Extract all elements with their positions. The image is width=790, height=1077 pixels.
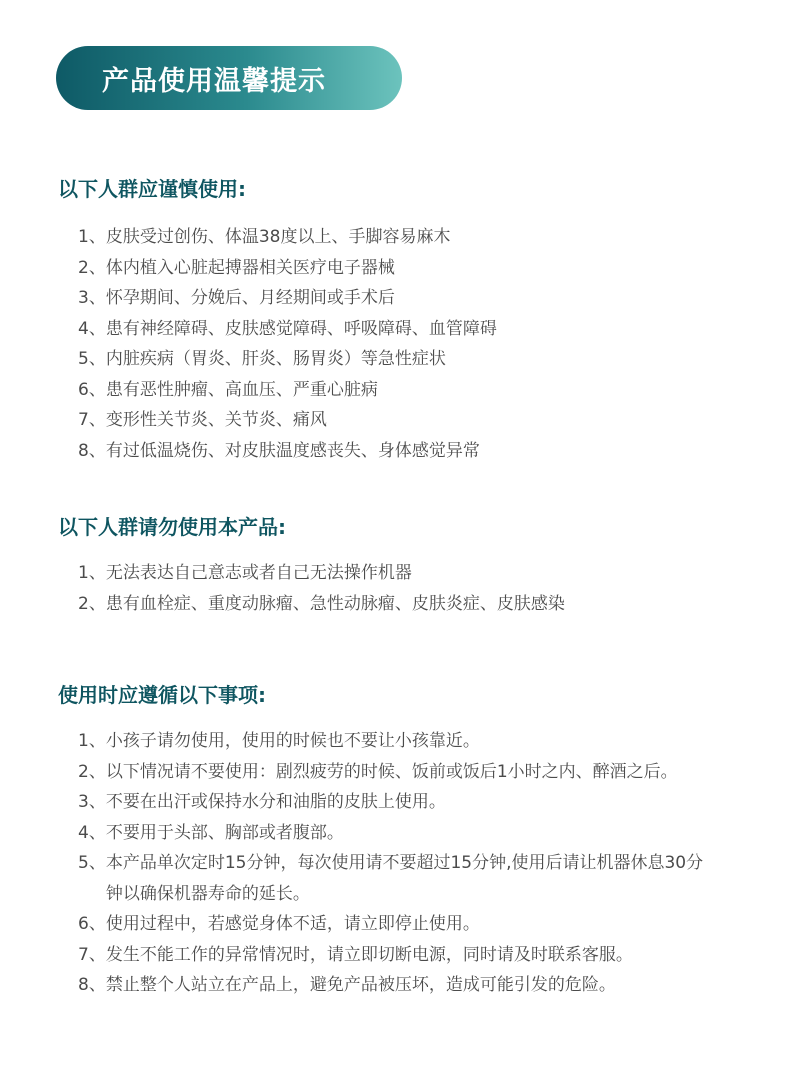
- item-number: 1、: [78, 563, 106, 583]
- list-item: [58, 344, 758, 375]
- banner-title: 产品使用温馨提示: [102, 65, 326, 97]
- list-item: [58, 787, 758, 818]
- list-item: [58, 558, 758, 589]
- item-number: 5、: [78, 349, 106, 369]
- item-number: 4、: [78, 822, 106, 843]
- list-item: [58, 589, 758, 620]
- item-text: 患有血栓症、重度动脉瘤、急性动脉瘤、皮肤炎症、皮肤感染: [105, 593, 565, 614]
- list-item: [58, 909, 758, 940]
- prohibited-list: [58, 558, 758, 619]
- section-heading: 以下人群请勿使用本产品:: [58, 515, 286, 539]
- list-item: [58, 818, 758, 849]
- item-text: 小孩子请勿使用，使用的时候也不要让小孩靠近。: [105, 731, 480, 751]
- item-number: 3、: [78, 288, 106, 308]
- caution-list: [58, 222, 758, 466]
- item-text: 禁止整个人站立在产品上，避免产品被压坏，造成可能引发的危险。: [105, 975, 616, 995]
- item-text: 无法表达自己意志或者自己无法操作机器: [105, 563, 412, 583]
- title-banner: [56, 46, 402, 110]
- item-text: 不要用于头部、胸部或者腹部。: [105, 822, 344, 843]
- item-text: 不要在出汗或保持水分和油脂的皮肤上使用。: [105, 792, 446, 812]
- list-item: [58, 314, 758, 345]
- list-item: [58, 405, 758, 436]
- item-number: 2、: [78, 593, 106, 614]
- list-item: [58, 848, 758, 909]
- item-text: 有过低温烧伤、对皮肤温度感丧失、身体感觉异常: [105, 440, 480, 461]
- item-number: 4、: [78, 318, 106, 339]
- item-text: 使用过程中，若感觉身体不适，请立即停止使用。: [105, 914, 480, 934]
- item-text: 以下情况请不要使用：剧烈疲劳的时候、饭前或饭后1小时之内、醉酒之后。: [105, 761, 678, 782]
- section-heading: 使用时应遵循以下事项:: [58, 683, 266, 707]
- item-number: 8、: [78, 440, 106, 461]
- item-text: 内脏疾病（胃炎、肝炎、肠胃炎）等急性症状: [105, 349, 446, 369]
- item-number: 6、: [78, 914, 106, 934]
- list-item: [58, 283, 758, 314]
- item-number: 1、: [78, 731, 106, 751]
- item-number: 7、: [78, 410, 106, 430]
- item-number: 5、: [78, 853, 106, 873]
- usage-rules-list: [58, 726, 758, 1001]
- item-text: 怀孕期间、分娩后、月经期间或手术后: [105, 288, 395, 308]
- list-item: [58, 436, 758, 467]
- item-text: 变形性关节炎、关节炎、痛风: [105, 410, 327, 430]
- section-caution: [58, 174, 758, 466]
- item-number: 2、: [78, 257, 106, 278]
- list-item: [58, 757, 758, 788]
- list-item: [58, 375, 758, 406]
- section-prohibited: [58, 512, 758, 619]
- item-text: 皮肤受过创伤、体温38度以上、手脚容易麻木: [105, 227, 451, 247]
- section-heading: 以下人群应谨慎使用:: [58, 177, 246, 201]
- section-usage-rules: [58, 680, 758, 1001]
- list-item: [58, 253, 758, 284]
- list-item: [58, 222, 758, 253]
- item-number: 3、: [78, 792, 106, 812]
- item-number: 7、: [78, 944, 106, 965]
- list-item: [58, 940, 758, 971]
- item-text: 本产品单次定时15分钟，每次使用请不要超过15分钟,使用后请让机器休息30分钟以确保机器寿命的延长。: [105, 853, 704, 904]
- item-text: 患有神经障碍、皮肤感觉障碍、呼吸障碍、血管障碍: [105, 318, 497, 339]
- item-text: 发生不能工作的异常情况时，请立即切断电源，同时请及时联系客服。: [105, 944, 633, 965]
- item-number: 6、: [78, 379, 106, 400]
- list-item: [58, 970, 758, 1001]
- item-text: 体内植入心脏起搏器相关医疗电子器械: [105, 257, 395, 278]
- item-number: 2、: [78, 761, 106, 782]
- item-number: 8、: [78, 975, 106, 995]
- list-item: [58, 726, 758, 757]
- item-number: 1、: [78, 227, 106, 247]
- item-text: 患有恶性肿瘤、高血压、严重心脏病: [105, 379, 378, 400]
